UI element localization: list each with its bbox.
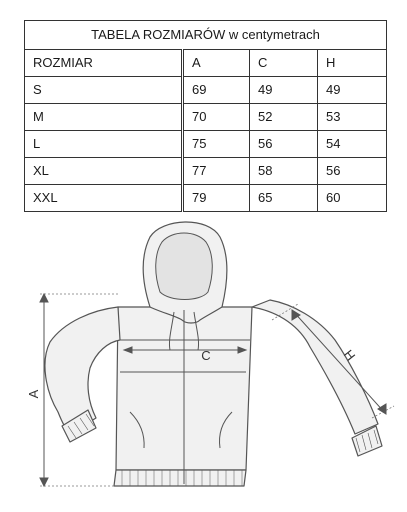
size-cell: XXL bbox=[25, 185, 183, 212]
hoodie-diagram bbox=[0, 212, 407, 512]
c-cell: 49 bbox=[250, 77, 318, 104]
label-h: H bbox=[340, 346, 359, 364]
c-cell: 65 bbox=[250, 185, 318, 212]
table-row bbox=[25, 185, 387, 212]
label-a: A bbox=[26, 389, 41, 399]
label-c: C bbox=[201, 348, 211, 363]
size-table bbox=[24, 20, 387, 212]
table-row bbox=[25, 158, 387, 185]
table-row bbox=[25, 104, 387, 131]
table-title-row bbox=[25, 21, 387, 50]
size-cell: M bbox=[25, 104, 183, 131]
h-cell: 49 bbox=[318, 77, 387, 104]
table-header-row bbox=[25, 50, 387, 77]
table-row bbox=[25, 131, 387, 158]
h-cell: 54 bbox=[318, 131, 387, 158]
header-size: ROZMIAR bbox=[25, 50, 183, 77]
size-cell: XL bbox=[25, 158, 183, 185]
c-cell: 52 bbox=[250, 104, 318, 131]
c-cell: 56 bbox=[250, 131, 318, 158]
a-cell: 69 bbox=[183, 77, 250, 104]
table-row bbox=[25, 77, 387, 104]
size-cell: S bbox=[25, 77, 183, 104]
a-cell: 70 bbox=[183, 104, 250, 131]
a-cell: 77 bbox=[183, 158, 250, 185]
c-cell: 58 bbox=[250, 158, 318, 185]
h-cell: 56 bbox=[318, 158, 387, 185]
right-sleeve bbox=[252, 300, 378, 434]
h-cell: 53 bbox=[318, 104, 387, 131]
header-a: A bbox=[183, 50, 250, 77]
header-h: H bbox=[318, 50, 387, 77]
a-cell: 75 bbox=[183, 131, 250, 158]
a-cell: 79 bbox=[183, 185, 250, 212]
table-title: TABELA ROZMIARÓW w centymetrach bbox=[25, 21, 387, 50]
size-cell: L bbox=[25, 131, 183, 158]
h-cell: 60 bbox=[318, 185, 387, 212]
header-c: C bbox=[250, 50, 318, 77]
hood-opening bbox=[156, 233, 213, 300]
